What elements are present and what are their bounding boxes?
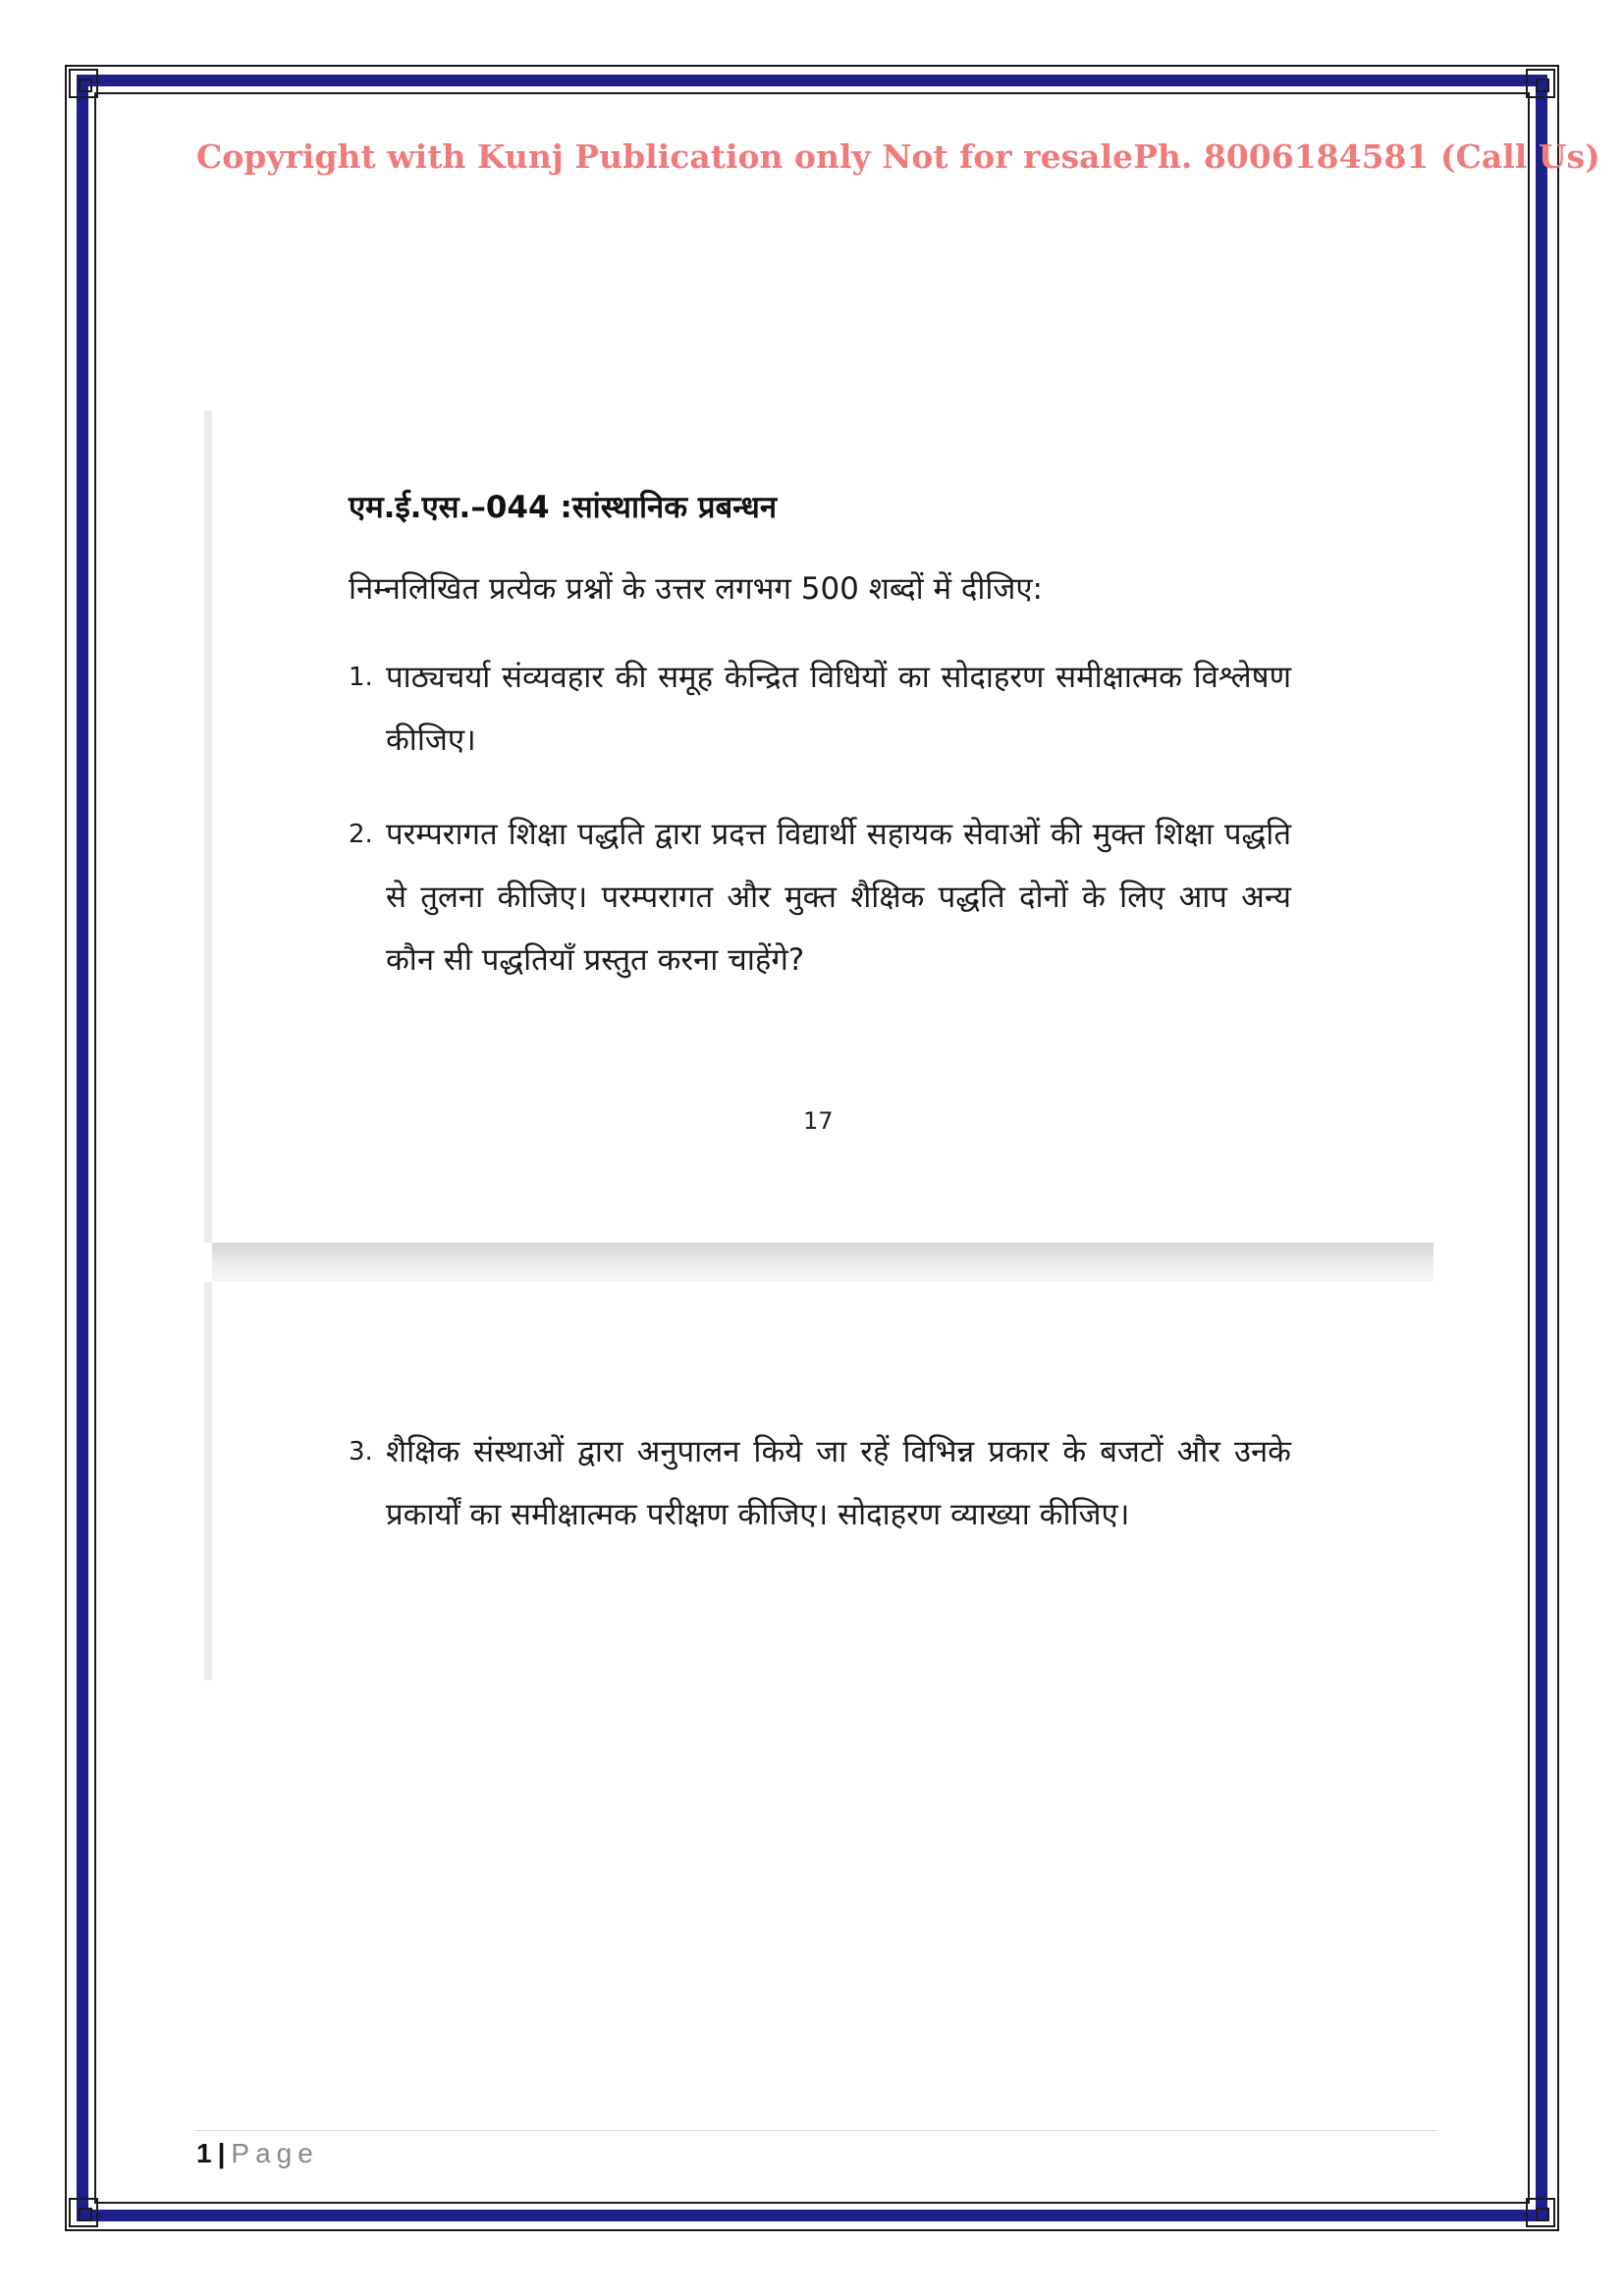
footer-page-label: Page bbox=[231, 2138, 319, 2168]
sheet-divider-shadow bbox=[212, 1243, 1434, 1282]
question-item bbox=[349, 803, 1291, 991]
footer-page-number: 1 bbox=[196, 2138, 212, 2168]
question-text: पाठ्यचर्या संव्यवहार की समूह केन्द्रित विधियों का सोदाहरण समीक्षात्मक विश्लेषण कीजिए। bbox=[386, 660, 1291, 758]
contact-phone: Ph. 8006184581 (Call Us) bbox=[1133, 137, 1600, 176]
question-text: शैक्षिक संस्थाओं द्वारा अनुपालन किये जा रहें विभिन्न प्रकार के बजटों और उनके प्रकार्यों का समीक्षात्मक परीक्षण कीजिए। सोदाहरण व्याख्या कीजिए। bbox=[386, 1434, 1291, 1532]
border-corner-ornament bbox=[1526, 2198, 1555, 2227]
page-header bbox=[196, 137, 1600, 176]
copyright-notice: Copyright with Kunj Publication only Not for resale bbox=[196, 137, 1134, 176]
footer-divider bbox=[194, 2130, 1437, 2131]
question-text: परम्परागत शिक्षा पद्धति द्वारा प्रदत्त विद्यार्थी सहायक सेवाओं की मुक्त शिक्षा पद्धति से तुलना कीजिए। परम्परागत और मुक्त शैक्षिक पद्धति दोनों के लिए आप अन्य कौन सी पद्धतियाँ प्रस्तुत करना चाहेंगे? bbox=[386, 817, 1291, 978]
question-number: 1. bbox=[349, 663, 373, 692]
page-footer bbox=[196, 2138, 319, 2169]
question-number: 3. bbox=[349, 1437, 373, 1467]
border-corner-ornament bbox=[69, 69, 98, 98]
question-item bbox=[349, 1420, 1291, 1546]
question-number: 2. bbox=[349, 820, 373, 849]
border-corner-ornament bbox=[1526, 69, 1555, 98]
course-title: एम.ई.एस.–044 :सांस्थानिक प्रबन्धन bbox=[349, 490, 778, 525]
instruction-text: निम्नलिखित प्रत्येक प्रश्नों के उत्तर लगभग 500 शब्दों में दीजिए: bbox=[349, 571, 1043, 607]
question-item bbox=[349, 646, 1291, 772]
scanned-page-number: 17 bbox=[803, 1107, 834, 1135]
footer-separator: | bbox=[217, 2138, 226, 2168]
border-corner-ornament bbox=[69, 2198, 98, 2227]
